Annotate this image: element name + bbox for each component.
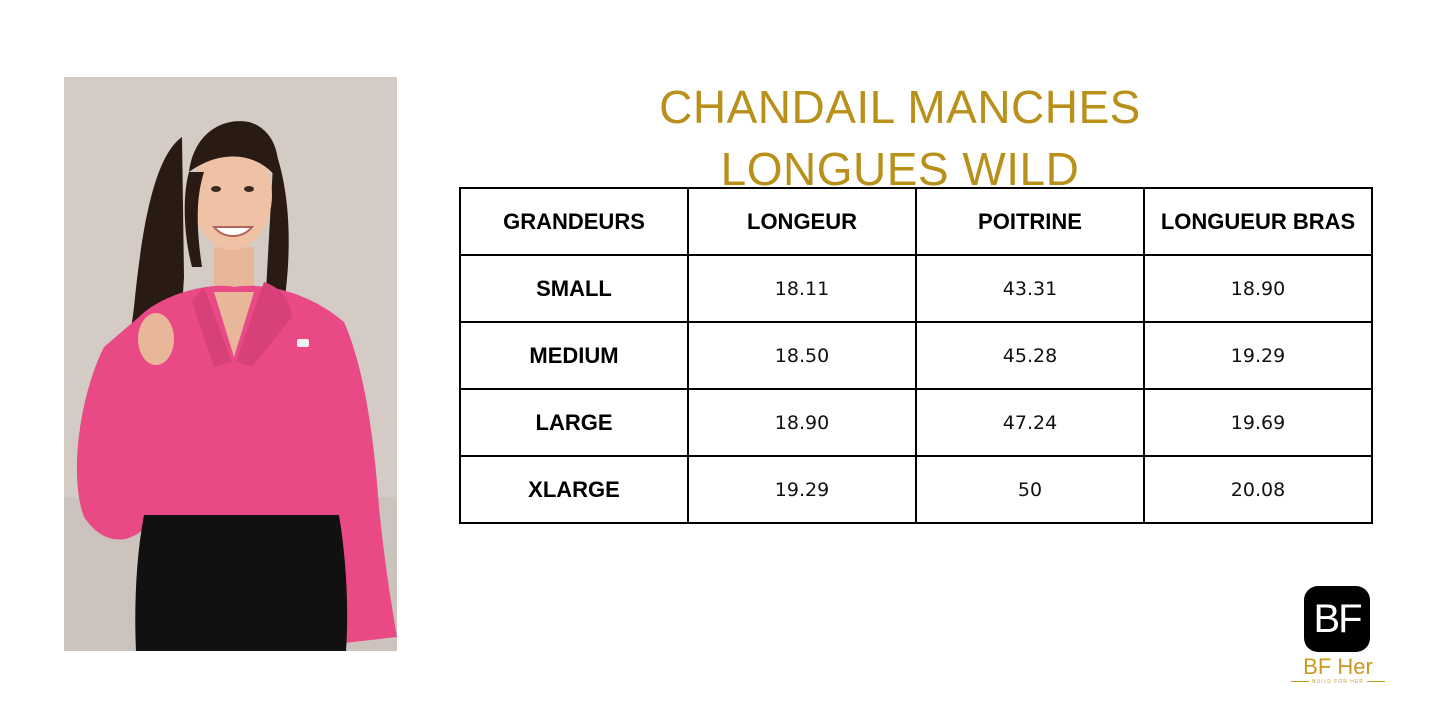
- cell-poitrine: 43.31: [916, 255, 1144, 322]
- brand-logo: [1288, 586, 1388, 690]
- size-label: LARGE: [460, 389, 688, 456]
- table-row: [460, 255, 1372, 322]
- page-title: [460, 76, 1340, 200]
- cell-longeur: 18.50: [688, 322, 916, 389]
- logo-mark-icon: BF: [1304, 586, 1370, 652]
- cell-longeur: 18.90: [688, 389, 916, 456]
- cell-longueur-bras: 19.29: [1144, 322, 1372, 389]
- header-grandeurs: GRANDEURS: [460, 188, 688, 255]
- cell-longueur-bras: 18.90: [1144, 255, 1372, 322]
- title-line-2: LONGUES WILD: [720, 143, 1080, 195]
- header-poitrine: POITRINE: [916, 188, 1144, 255]
- size-label: MEDIUM: [460, 322, 688, 389]
- cell-poitrine: 45.28: [916, 322, 1144, 389]
- cell-longueur-bras: 20.08: [1144, 456, 1372, 523]
- table-header-row: [460, 188, 1372, 255]
- header-longeur: LONGEUR: [688, 188, 916, 255]
- cell-poitrine: 50: [916, 456, 1144, 523]
- cell-longueur-bras: 19.69: [1144, 389, 1372, 456]
- size-chart-table: [459, 187, 1373, 524]
- header-longueur-bras: LONGUEUR BRAS: [1144, 188, 1372, 255]
- table-row: [460, 389, 1372, 456]
- cell-longeur: 19.29: [688, 456, 916, 523]
- size-label: XLARGE: [460, 456, 688, 523]
- title-line-1: CHANDAIL MANCHES: [659, 81, 1141, 133]
- table-row: [460, 456, 1372, 523]
- product-photo: [64, 77, 397, 651]
- cell-longeur: 18.11: [688, 255, 916, 322]
- table-row: [460, 322, 1372, 389]
- logo-tagline: BUILD FOR HER: [1288, 679, 1388, 685]
- size-label: SMALL: [460, 255, 688, 322]
- cell-poitrine: 47.24: [916, 389, 1144, 456]
- logo-name: BF Her: [1303, 654, 1373, 679]
